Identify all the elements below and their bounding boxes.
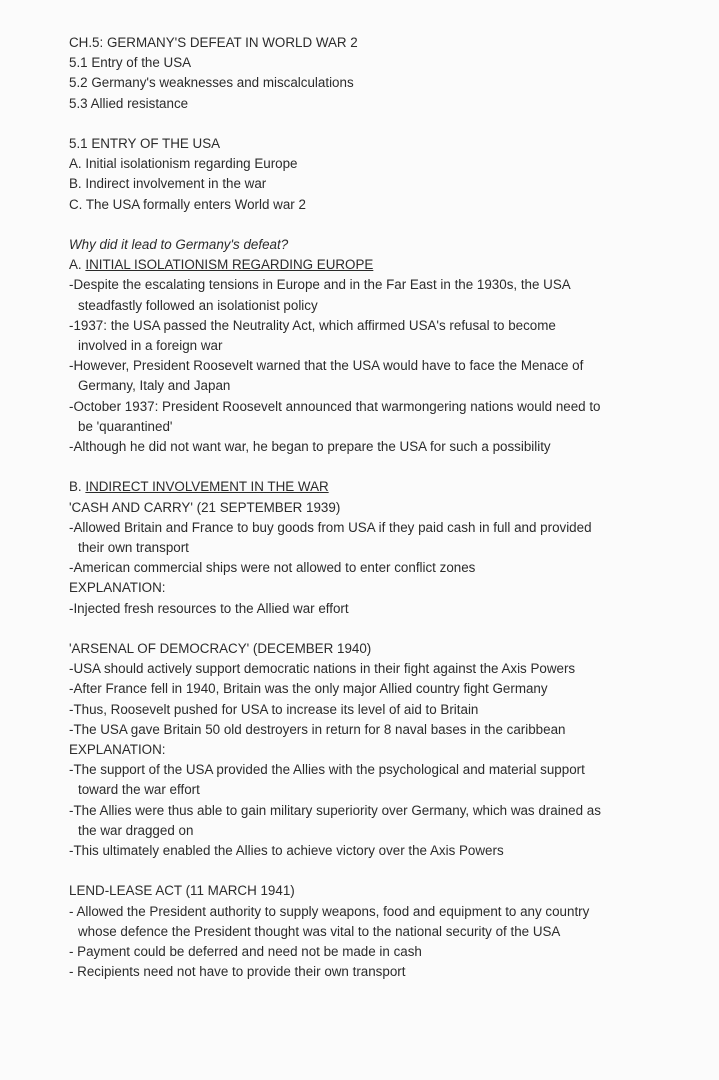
bullet: - Allowed the President authority to supply weapons, food and equipment to any country whose defence the President thought was vital to the national security of the USA bbox=[69, 903, 590, 939]
bullet: -American commercial ships were not allowed to enter conflict zones bbox=[69, 560, 476, 576]
bullet: -However, President Roosevelt warned that the USA would have to face the Menace of Germany, Italy and Japan bbox=[69, 358, 584, 394]
bullet: -The USA gave Britain 50 old destroyers in return for 8 naval bases in the caribbean bbox=[69, 721, 566, 737]
spacer bbox=[69, 457, 679, 477]
bullet: -Injected fresh resources to the Allied war effort bbox=[69, 600, 349, 616]
bullet: -The Allies were thus able to gain military superiority over Germany, which was drained as the war dragged on bbox=[69, 802, 601, 838]
bullet: -Thus, Roosevelt pushed for USA to increase its level of aid to Britain bbox=[69, 701, 479, 717]
table-of-contents bbox=[69, 33, 679, 114]
outline-item: C. The USA formally enters World war 2 bbox=[69, 196, 306, 212]
bullet: -This ultimately enabled the Allies to achieve victory over the Axis Powers bbox=[69, 843, 504, 859]
bullet: -October 1937: President Roosevelt announced that warmongering nations would need to be 'quarantined' bbox=[69, 398, 601, 434]
bullet: -Despite the escalating tensions in Europe and in the Far East in the 1930s, the USA steadfastly followed an isolationist policy bbox=[69, 277, 571, 313]
lend-lease-title: LEND-LEASE ACT (11 MARCH 1941) bbox=[69, 883, 295, 899]
arsenal-title: 'ARSENAL OF DEMOCRACY' (DECEMBER 1940) bbox=[69, 641, 372, 657]
section-title: 5.1 ENTRY OF THE USA bbox=[69, 136, 221, 151]
toc-item: 5.1 Entry of the USA bbox=[69, 55, 192, 71]
explanation-label: EXPLANATION: bbox=[69, 580, 166, 596]
spacer bbox=[69, 114, 679, 134]
chapter-title: CH.5: GERMANY'S DEFEAT IN WORLD WAR 2 bbox=[69, 35, 358, 50]
bullet: -After France fell in 1940, Britain was the only major Allied country fight Germany bbox=[69, 681, 548, 697]
part-a-heading: A. INITIAL ISOLATIONISM REGARDING EUROPE bbox=[69, 257, 374, 273]
outline-item: B. Indirect involvement in the war bbox=[69, 176, 267, 192]
outline-item: A. Initial isolationism regarding Europe bbox=[69, 156, 298, 172]
part-b bbox=[69, 477, 679, 982]
bullet: - Payment could be deferred and need not be made in cash bbox=[69, 944, 422, 960]
spacer bbox=[69, 215, 679, 235]
section-outline bbox=[69, 134, 679, 215]
spacer bbox=[69, 619, 679, 639]
bullet: -USA should actively support democratic nations in their fight against the Axis Powers bbox=[69, 661, 576, 677]
toc-item: 5.3 Allied resistance bbox=[69, 95, 189, 111]
cash-and-carry-title: 'CASH AND CARRY' (21 SEPTEMBER 1939) bbox=[69, 499, 341, 515]
part-a bbox=[69, 255, 679, 457]
explanation-label: EXPLANATION: bbox=[69, 742, 166, 758]
bullet: -1937: the USA passed the Neutrality Act, which affirmed USA's refusal to become involved in a foreign war bbox=[69, 317, 556, 354]
spacer bbox=[69, 861, 679, 881]
bullet: -The support of the USA provided the Allies with the psychological and material support toward the war effort bbox=[69, 762, 585, 798]
toc-item: 5.2 Germany's weaknesses and miscalculations bbox=[69, 75, 354, 91]
guiding-question: Why did it lead to Germany's defeat? bbox=[69, 237, 289, 252]
bullet: -Although he did not want war, he began to prepare the USA for such a possibility bbox=[69, 439, 551, 455]
bullet: -Allowed Britain and France to buy goods from USA if they paid cash in full and provided their own transport bbox=[69, 519, 592, 556]
bullet: - Recipients need not have to provide their own transport bbox=[69, 964, 406, 980]
part-b-heading: B. INDIRECT INVOLVEMENT IN THE WAR bbox=[69, 479, 329, 495]
